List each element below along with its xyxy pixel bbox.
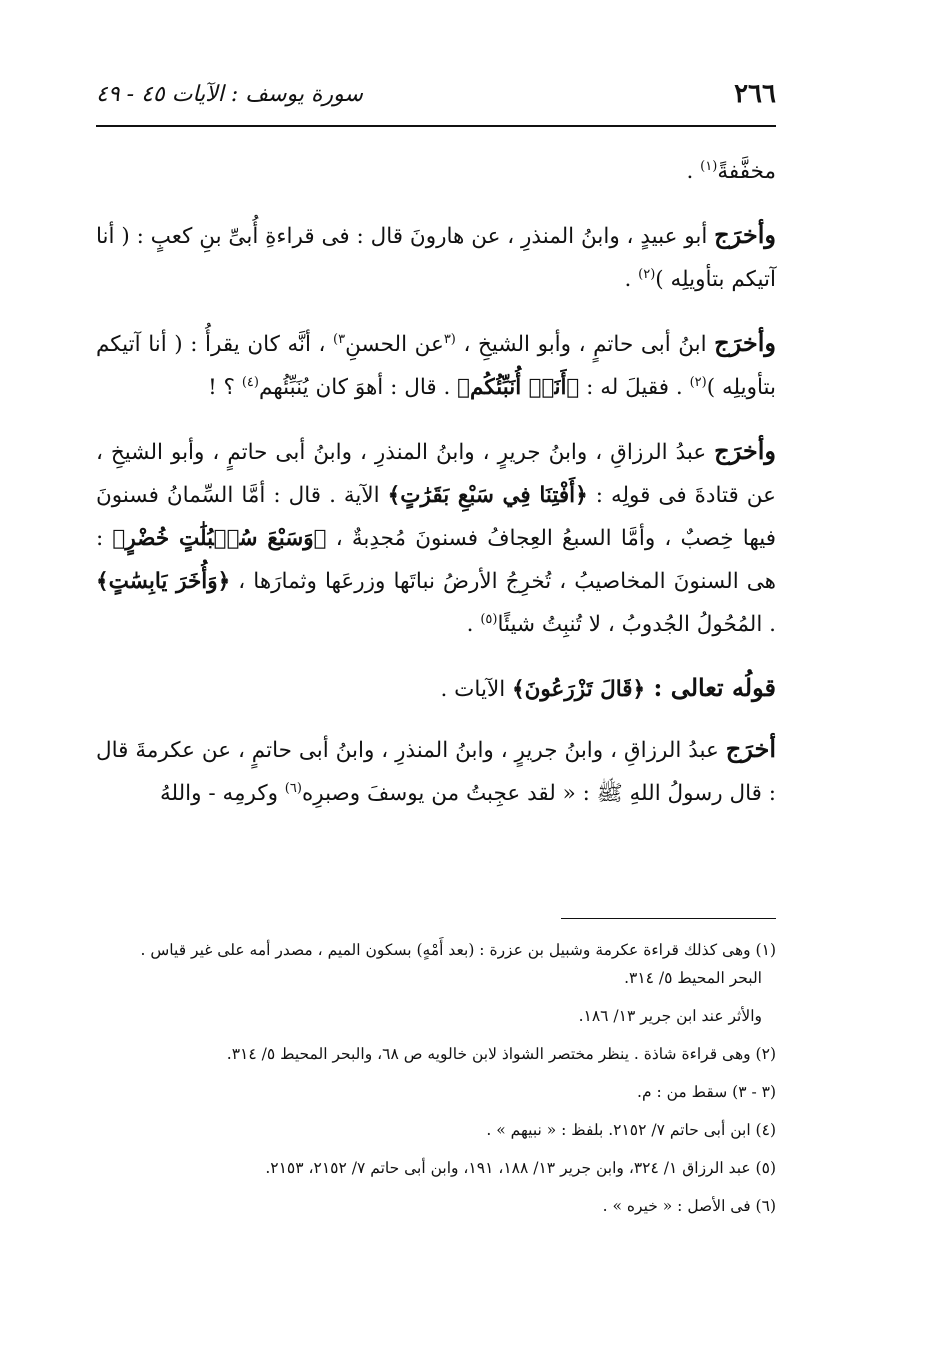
footnote: (١) وهى كذلك قراءة عكرمة وشبيل بن عزرة : (بعد أَمْهٍ) بسكون الميم ، مصدر أمه على غير قياس . (140, 941, 776, 959)
footnote: (٤) ابن أبى حاتم ٧/ ٢١٥٢. بلفظ : « نبيهم » . (486, 1121, 776, 1139)
paragraph-lead: وأخرَج (714, 436, 776, 465)
footnote: (٢) وهى قراءة شاذة . ينظر مختصر الشواذ لابن خالويه ص ٦٨، والبحر المحيط ٥/ ٣١٤. (226, 1045, 776, 1063)
paragraph-5 (96, 727, 776, 815)
header-rule (96, 125, 776, 127)
footnote-ref: (٤) (241, 374, 259, 390)
paragraph-text: الآية . قال : أمَّا السِّمانُ فسنونَ فيها خِصبٌ ، وأمَّا السبعُ العِجافُ فسنونَ مُجدِبةٌ ، (96, 483, 776, 551)
paragraph-text: مخفَّفةً (717, 159, 776, 184)
paragraph-text: ابنُ أبى حاتمٍ ، وأبو الشيخِ ، (455, 332, 715, 357)
paragraph-lead: وأخرَج (714, 328, 776, 357)
paragraph-text: . (466, 612, 481, 637)
quran-quote: ﴿أَفْتِنَا فِي سَبْعِ بَقَرَٰتٍ﴾ (387, 483, 588, 508)
footnote-ref: (٦) (284, 780, 302, 796)
footnote: البحر المحيط ٥/ ٣١٤. (624, 969, 762, 987)
paragraph-text: ، أنَّه كان يقرأُ : ( أنا آتيكم بتأويلِه ) (96, 332, 776, 400)
quran-quote: ﴿قَالَ تَزْرَعُونَ﴾ (512, 677, 646, 702)
quran-quote: ﴿وَأُخَرَ يَابِسَٰتٍ﴾ (96, 569, 231, 594)
paragraph-1 (96, 150, 776, 193)
heading-text: الآيات . (440, 677, 513, 702)
footnote-ref: (٢) (689, 374, 707, 390)
paragraph-text: . فقيلَ له : (579, 375, 690, 400)
footnote-ref: (٥) (480, 611, 498, 627)
page-number: ٢٦٦ (734, 79, 776, 109)
footnote-ref: (١) (700, 158, 718, 174)
paragraph-text: . (624, 267, 639, 292)
running-title: سورة يوسف : الآيات ٤٥ - ٤٩ (96, 81, 363, 107)
quran-quote: ﴿وَسَبْعَ سُنۢبُلَٰتٍ خُضْرٍ﴾ (112, 526, 327, 551)
paragraph-text: . المُحُولُ الجُدوبُ ، لا تُنبِتُ شيئًا (497, 612, 776, 637)
paragraph-3 (96, 321, 776, 409)
paragraph-lead: أخرَج (725, 734, 776, 763)
footnote: (٦) فى الأصل : « خيره » . (602, 1197, 776, 1215)
paragraph-text: عبدُ الرزاقِ ، وابنُ جريرٍ ، وابنُ المنذرِ ، وابنُ أبى حاتمٍ ، عن عكرمةَ قال : قال رسولُ اللهِ ﷺ : « لقد عجِبتُ من يوسفَ وصبرِه (96, 738, 776, 806)
paragraph-text: وكرمِه - واللهُ (159, 781, 285, 806)
footnote-ref: ٣) (333, 331, 346, 347)
paragraph-text: . قال : أهوَ كان يُنَبِّئُهم (258, 375, 458, 400)
footnote: (٣ - ٣) سقط من : م. (637, 1083, 776, 1101)
paragraph-lead: وأخرَج (714, 220, 776, 249)
footnote-ref: (٢) (638, 266, 656, 282)
paragraph-text: عبدُ الرزاقِ ، وابنُ جريرٍ ، وابنُ المنذرِ ، وابنُ أبى حاتمٍ ، وأبو الشيخِ ، عن قتادةَ فى قولِه : (96, 440, 776, 508)
paragraph-text: ؟ ! (208, 375, 242, 400)
main-text (96, 150, 776, 835)
paragraph-text: : هى السنونَ المخاصيبُ ، تُخرِجُ الأرضُ نباتَها وزرعَها وثمارَها ، (96, 526, 777, 594)
paragraph-2 (96, 213, 776, 301)
heading-lead: قولُه تعالى : (645, 673, 776, 702)
paragraph-text: عن الحسنِ (345, 332, 444, 357)
footnote: (٥) عبد الرزاق ١/ ٣٢٤، وابن جرير ١٣/ ١٨٨، ١٩١، وابن أبى حاتم ٧/ ٢١٥٢، ٢١٥٣. (265, 1159, 776, 1177)
paragraph-text: أبو عبيدٍ ، وابنُ المنذرِ ، عن هارونَ قال : فى قراءةِ أُبىِّ بنِ كعبٍ : ( أنا آتيكم بتأويلِه ) (96, 224, 776, 292)
quran-quote: ﴿أَنَا۠ أُنَبِّئُكُم﴾ (457, 375, 580, 400)
footnote-rule (561, 918, 776, 919)
paragraph-4 (96, 429, 776, 646)
paragraph-text: . (686, 159, 701, 184)
footnote: والأثر عند ابن جرير ١٣/ ١٨٦. (578, 1007, 762, 1025)
section-heading (96, 666, 776, 711)
footnote-ref: (٣ (443, 331, 456, 347)
page-header (96, 72, 776, 116)
footnotes (96, 938, 776, 1232)
